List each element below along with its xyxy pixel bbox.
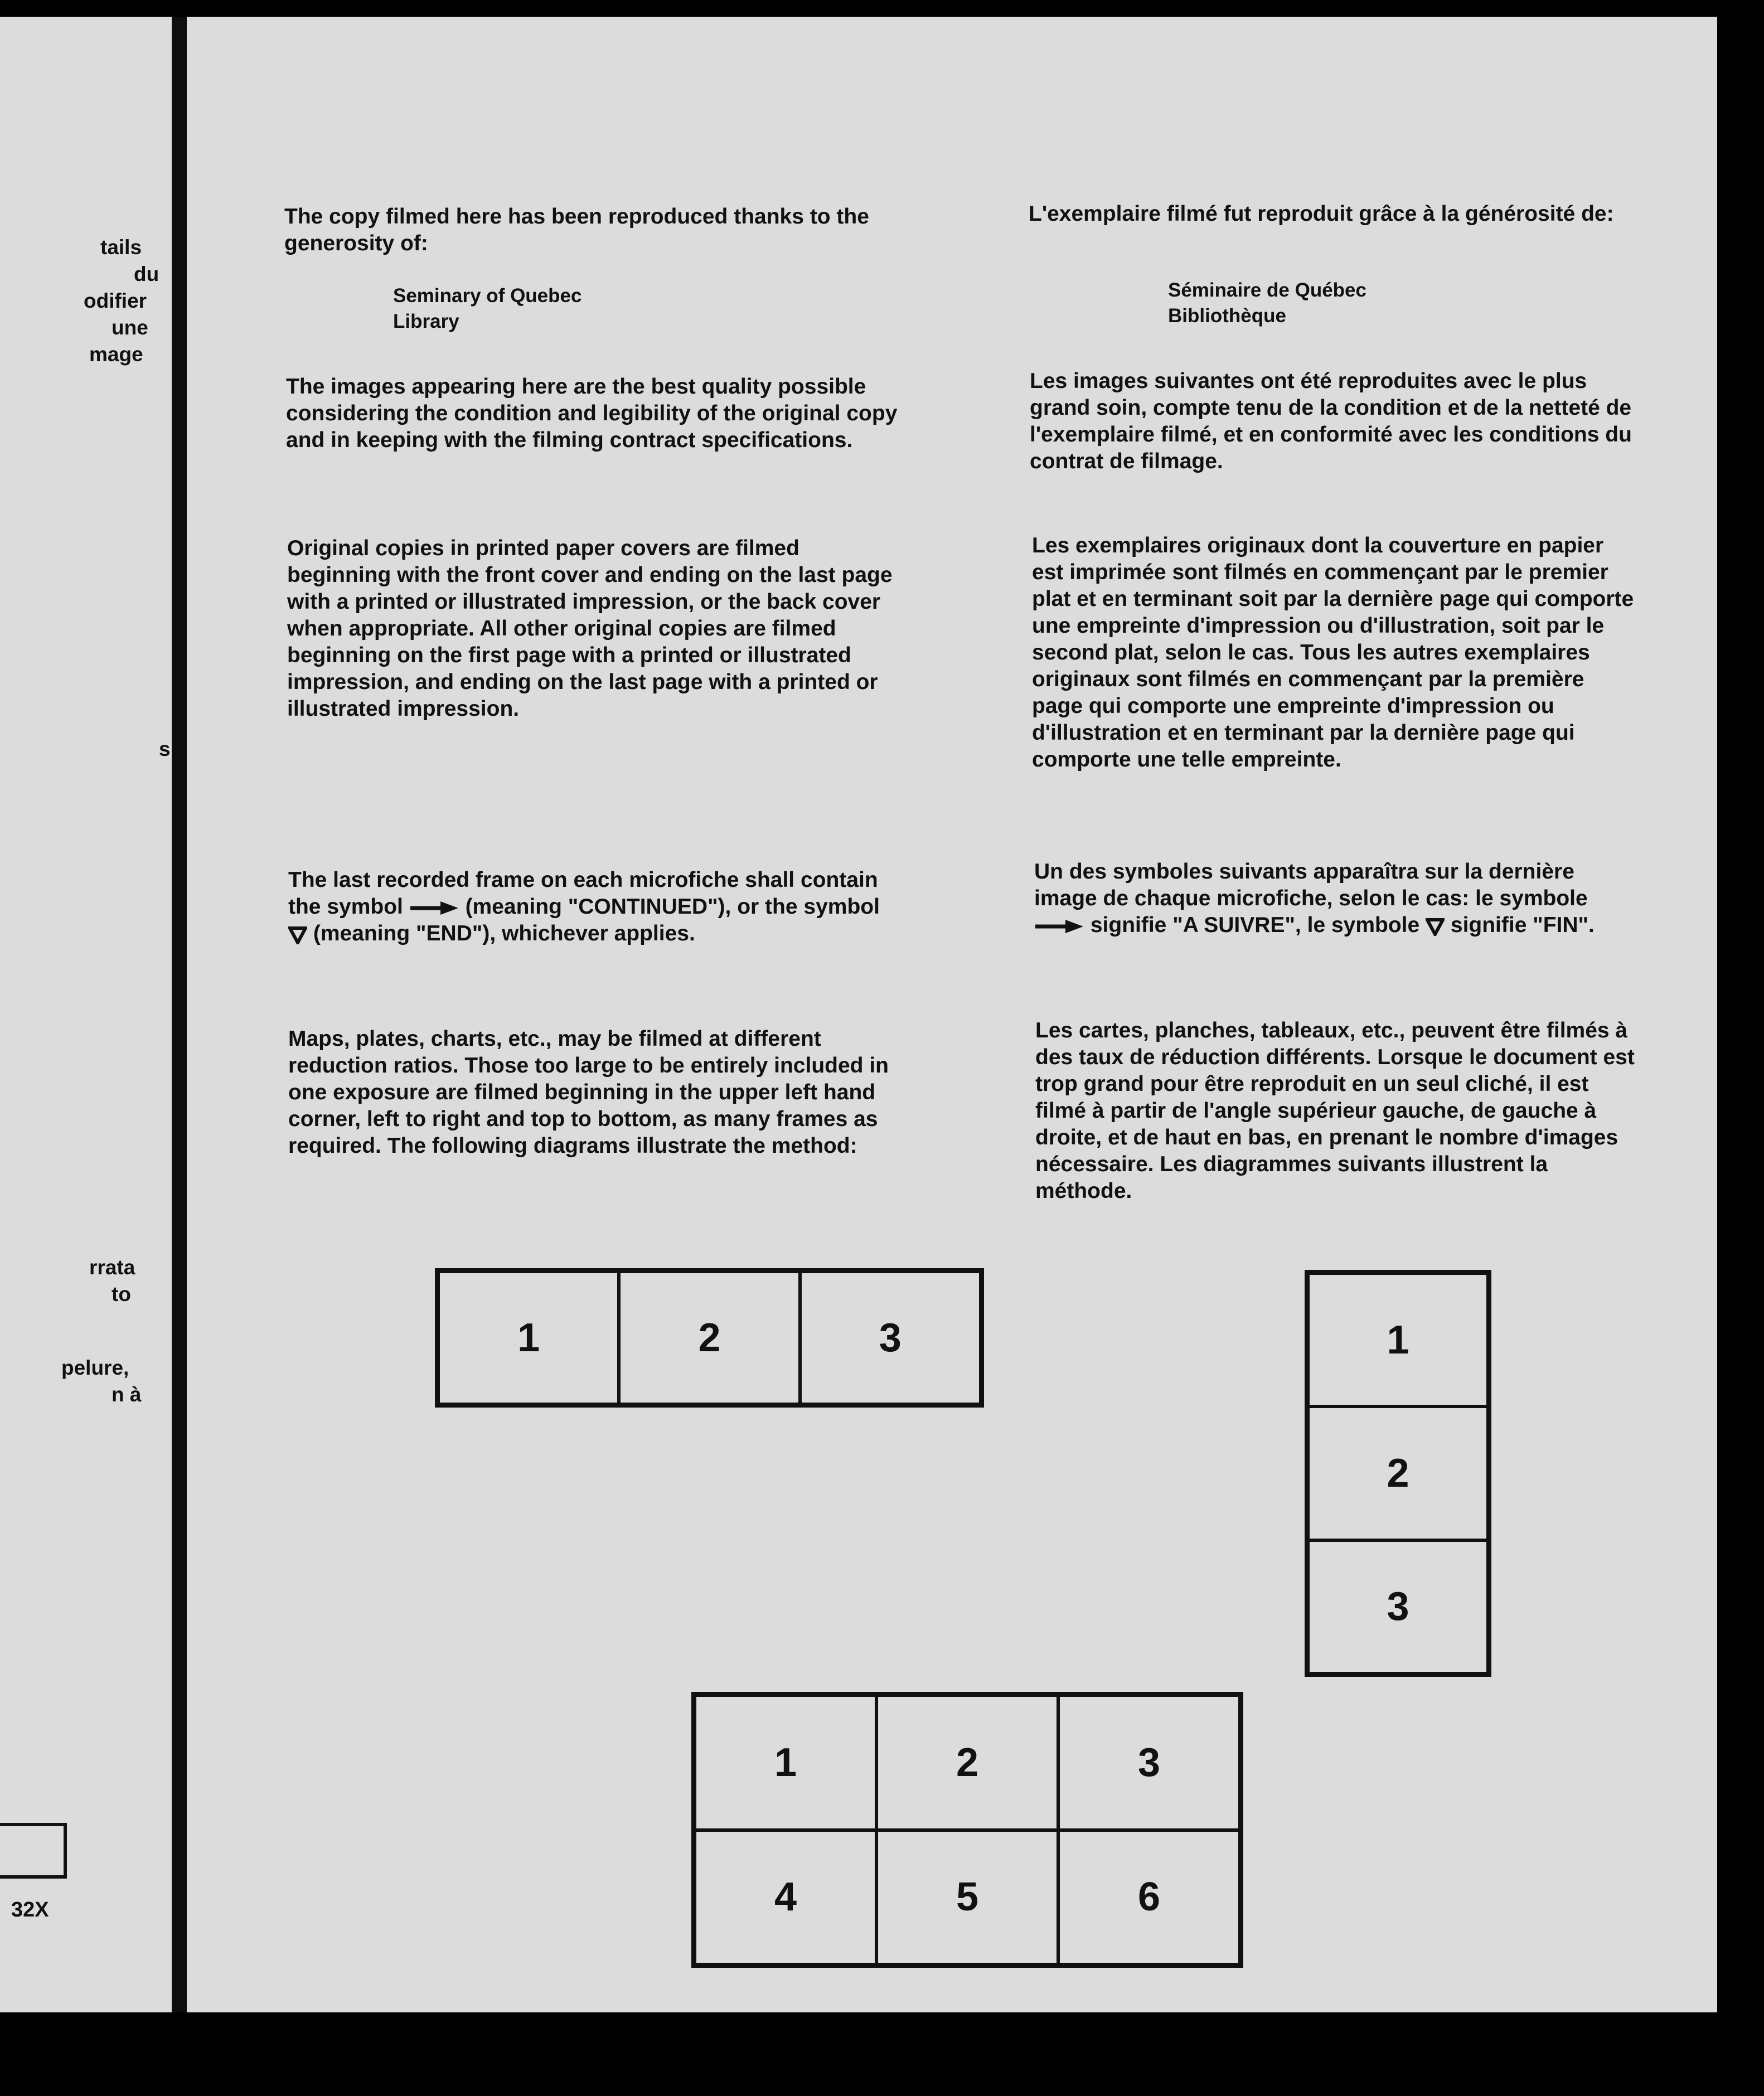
- diagram-cell: 2: [619, 1272, 799, 1404]
- french-maps-paragraph: Les cartes, planches, tableaux, etc., peuvent être filmés à des taux de réduction différents. Lorsque le document est trop grand pour être reproduit en un seul cliché, il est filmé à partir de l'angle supérieur gauche, de gauche à droite, et de haut en bas, en prenant le nombre d'images nécessaire. Les diagrammes suivants illustrent la méthode.: [1035, 1018, 1635, 1203]
- resolution-box: [0, 1823, 67, 1879]
- english-originals-paragraph: Original copies in printed paper covers are filmed beginning with the front cover and ending on the last page with a printed or illustrated impression, or the back cover when appropriate. All other original copies are filmed beginning on the first page with a printed or illustrated impression, and ending on the last page with a printed or illustrated impression.: [287, 536, 893, 721]
- english-intro: The copy filmed here has been reproduced thanks to the generosity of:: [284, 205, 869, 255]
- diagram-horizontal: [435, 1268, 984, 1408]
- diagram-cell: 1: [1308, 1273, 1488, 1406]
- reduction-ratio-label: 32X: [11, 1898, 49, 1922]
- margin-fragment: to: [112, 1283, 131, 1306]
- diagram-cell: 5: [876, 1830, 1058, 1965]
- arrow-right-icon: [1034, 919, 1084, 934]
- diagram-cell: 4: [695, 1830, 876, 1965]
- diagram-cell: 1: [695, 1695, 876, 1830]
- french-symbols-text-2: signifie "A SUIVRE", le symbole: [1090, 913, 1420, 937]
- english-library-name: Seminary of Quebec: [393, 285, 582, 307]
- margin-fragment: une: [112, 316, 148, 339]
- diagram-cell: 2: [1308, 1406, 1488, 1540]
- french-symbols-text-3: signifie "FIN".: [1450, 913, 1595, 937]
- margin-fragment: mage: [89, 343, 143, 366]
- french-symbols-text-1: Un des symboles suivants apparaîtra sur la dernière image de chaque microfiche, selon le cas: le symbole: [1034, 860, 1588, 910]
- diagram-grid: [691, 1692, 1243, 1968]
- french-library-name: Séminaire de Québec: [1168, 279, 1366, 301]
- margin-fragment: tails: [100, 236, 142, 259]
- english-library-dept: Library: [393, 310, 459, 332]
- margin-fragment: rrata: [89, 1256, 135, 1279]
- diagram-cell: 3: [1308, 1540, 1488, 1673]
- diagram-cell: 2: [876, 1695, 1058, 1830]
- left-page-fragment: [0, 17, 172, 2012]
- triangle-down-icon: [288, 925, 307, 944]
- diagram-vertical: [1305, 1270, 1491, 1677]
- diagram-cell: 6: [1058, 1830, 1240, 1965]
- triangle-down-icon: [1426, 917, 1445, 936]
- page-fold: [172, 17, 187, 2012]
- margin-fragment: n à: [112, 1383, 142, 1406]
- english-symbols-text-2: (meaning "CONTINUED"), or the symbol: [465, 895, 880, 919]
- microfiche-target-page: [187, 17, 1717, 2012]
- english-quality-paragraph: The images appearing here are the best quality possible considering the condition and legibility of the original copy and in keeping with the filming contract specifications.: [286, 375, 898, 452]
- english-symbols-text-3: (meaning "END"), whichever applies.: [313, 921, 695, 945]
- french-symbols-paragraph: [1034, 858, 1636, 939]
- diagram-cell: 1: [438, 1272, 619, 1404]
- margin-fragment: du: [134, 263, 159, 285]
- english-symbols-paragraph: [288, 867, 890, 947]
- french-quality-paragraph: Les images suivantes ont été reproduites avec le plus grand soin, compte tenu de la condition et de la netteté de l'exemplaire filmé, et en conformité avec les conditions du contrat de filmage.: [1030, 369, 1632, 473]
- diagram-cell: 3: [1058, 1695, 1240, 1830]
- margin-fragment: odifier: [84, 289, 147, 312]
- french-library-dept: Bibliothèque: [1168, 305, 1286, 327]
- english-symbols-text-1: The last recorded frame on each microfiche shall contain the symbol: [288, 868, 878, 919]
- english-maps-paragraph: Maps, plates, charts, etc., may be filmed at different reduction ratios. Those too large to be entirely included in one exposure are filmed beginning in the upper left hand corner, left to right and top to bottom, as many frames as required. The following diagrams illustrate the method:: [288, 1027, 889, 1158]
- diagram-cell: 3: [800, 1272, 981, 1404]
- french-intro: L'exemplaire filmé fut reproduit grâce à la générosité de:: [1029, 202, 1614, 226]
- arrow-right-icon: [409, 900, 459, 916]
- margin-fragment: s: [159, 738, 171, 760]
- french-originals-paragraph: Les exemplaires originaux dont la couverture en papier est imprimée sont filmés en commençant par le premier plat et en terminant soit par la dernière page qui comporte une empreinte d'impression ou d'illustration, soit par le second plat, selon le cas. Tous les autres exemplaires originaux sont filmés en commençant par la première page qui comporte une empreinte d'impression ou d'illustration et en terminant par la dernière page qui comporte une telle empreinte.: [1032, 533, 1634, 772]
- margin-fragment: pelure,: [61, 1356, 129, 1379]
